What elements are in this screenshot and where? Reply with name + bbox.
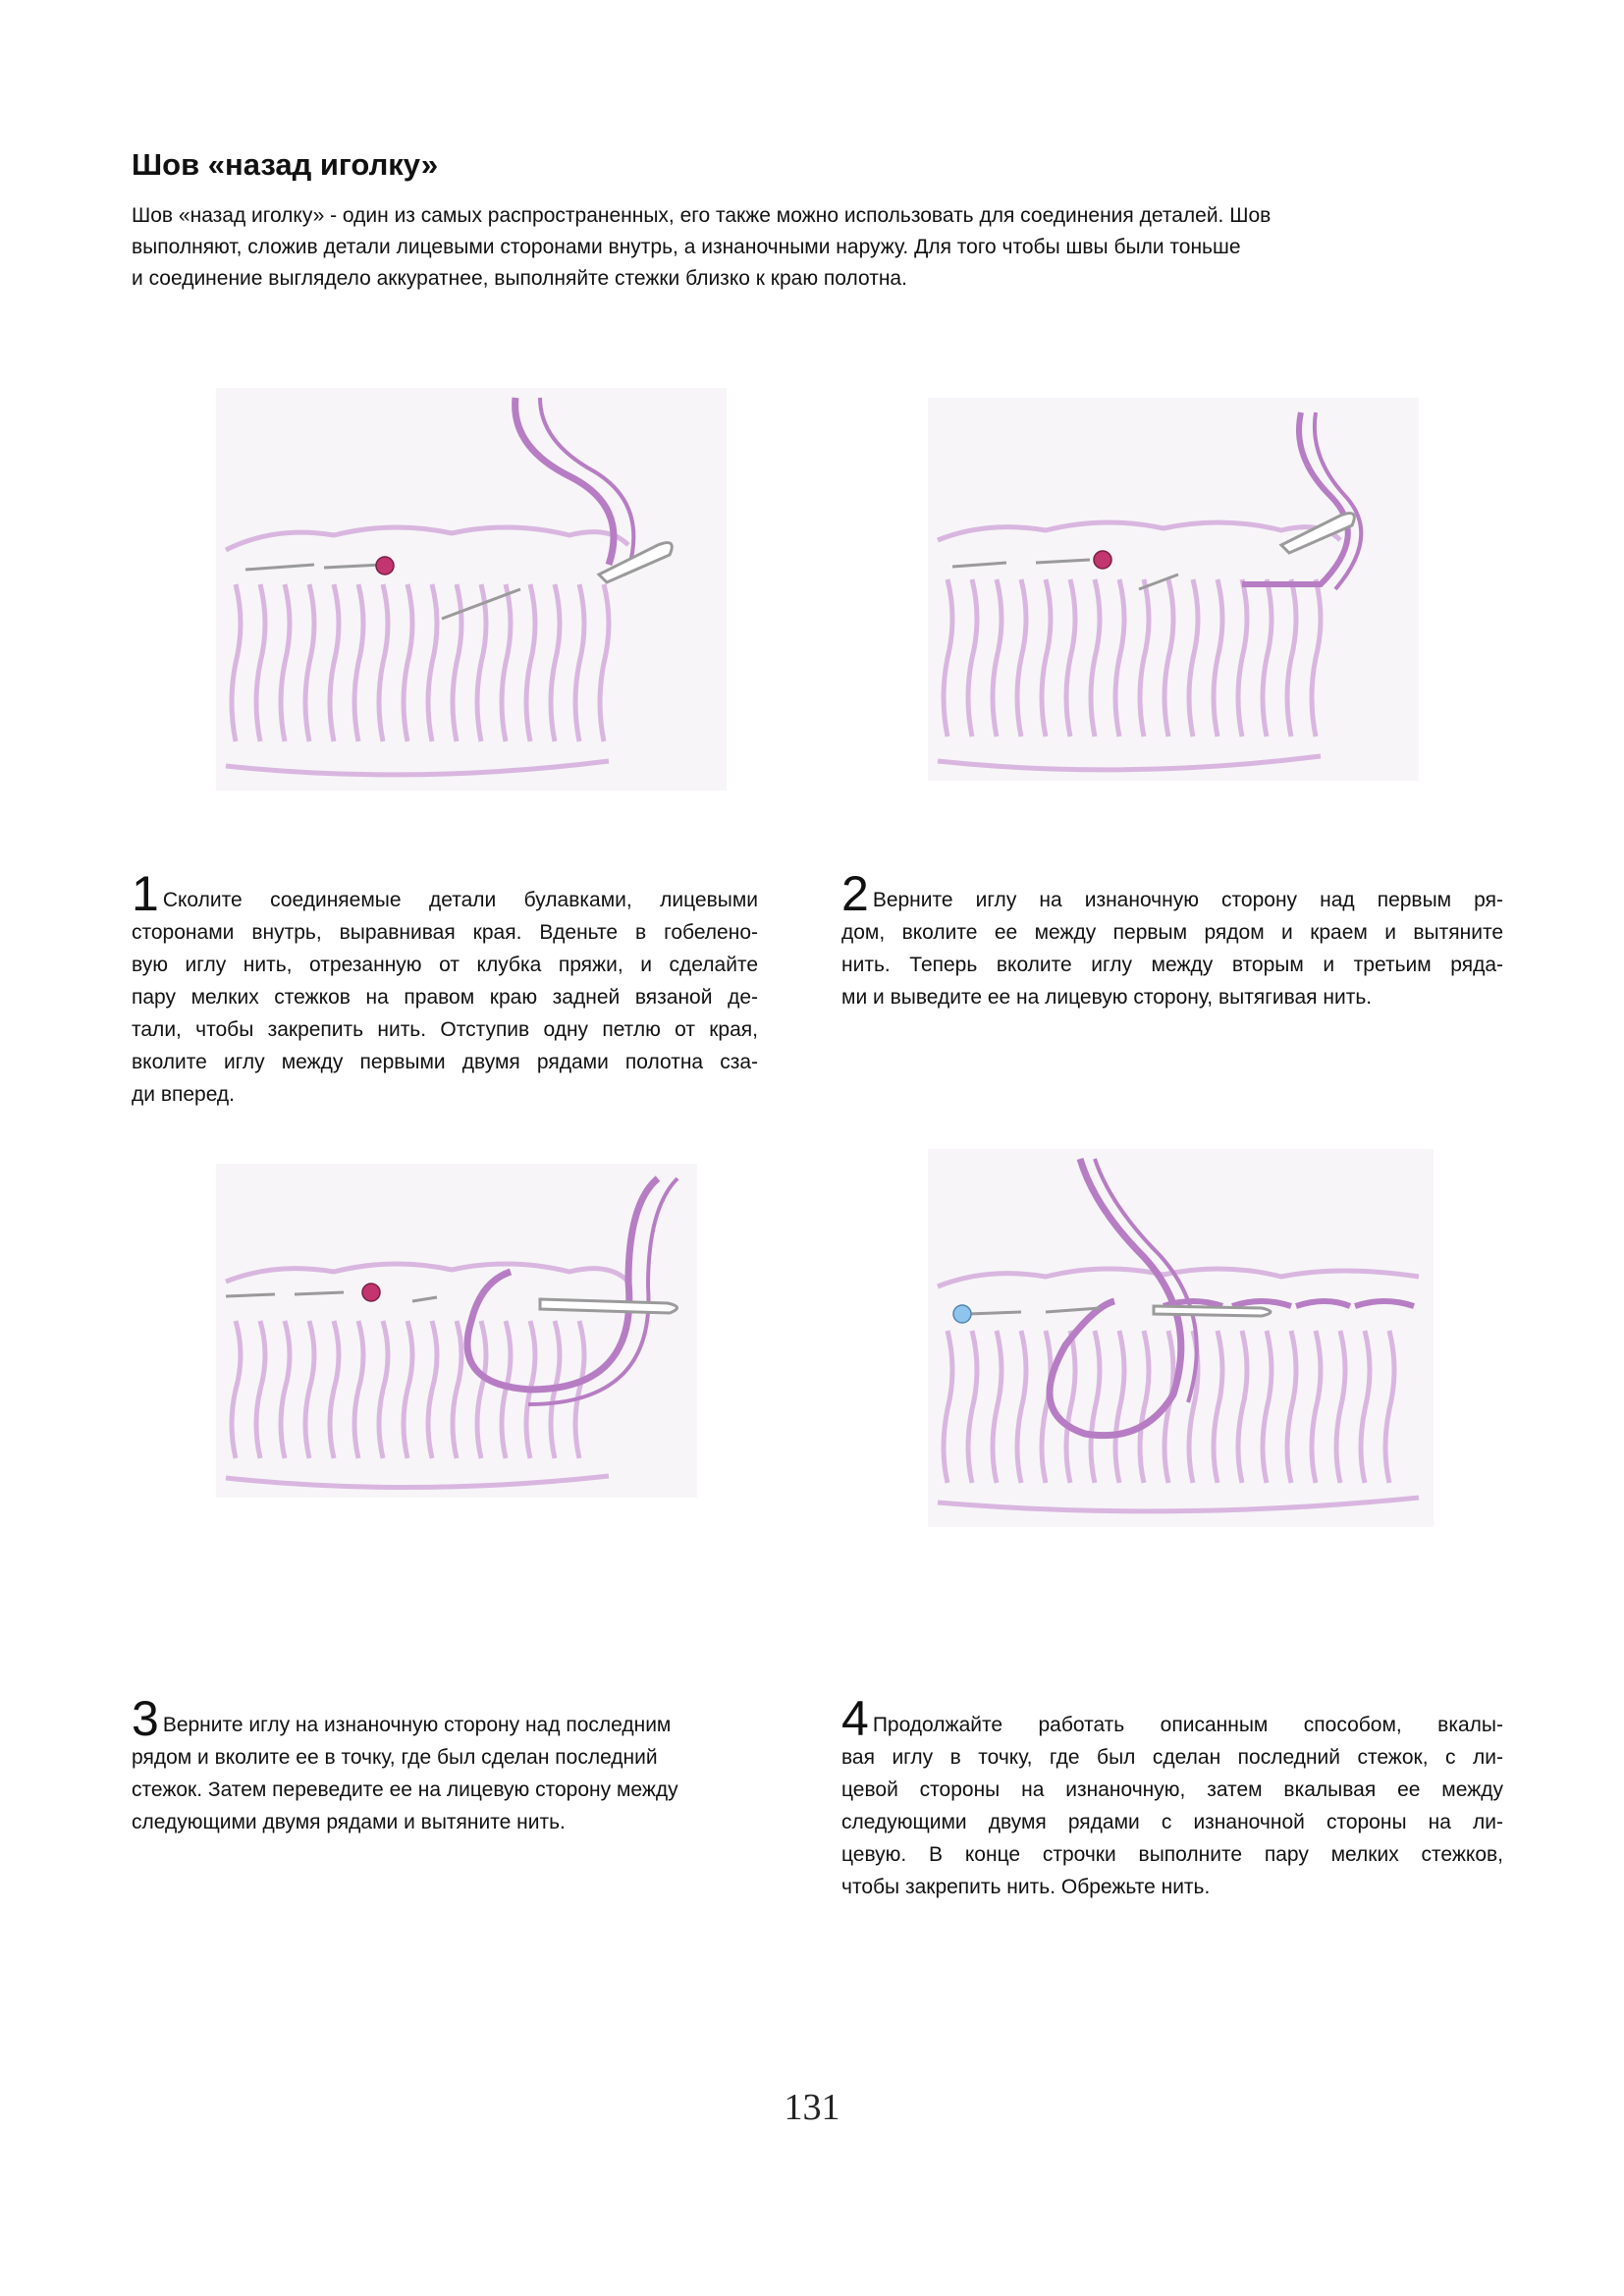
step-line: дом, вколите ее между первым рядом и краем и вытяните	[841, 921, 1503, 944]
step-line: ди вперед.	[132, 1083, 236, 1106]
step-2-text	[841, 866, 1503, 1013]
page-title: Шов «назад иголку»	[132, 147, 439, 182]
step-line: цевой стороны на изнаночную, затем вкалывая ее между	[841, 1778, 1503, 1801]
intro-line: Шов «назад иголку» - один из самых распространенных, его также можно использовать для соединения деталей. Шов	[132, 204, 1272, 227]
step-line: пару мелких стежков на правом краю задней вязаной де-	[132, 986, 758, 1009]
illustration-step-3	[216, 1164, 697, 1498]
step-line: Верните иглу на изнаночную сторону над первым ря-	[872, 889, 1503, 911]
step-line: ми и выведите ее на лицевую сторону, вытягивая нить.	[841, 986, 1373, 1009]
step-4-text	[841, 1691, 1503, 1903]
step-number: 4	[841, 1691, 869, 1746]
step-line: чтобы закрепить нить. Обрежьте нить.	[841, 1876, 1211, 1898]
step-line: сторонами внутрь, выравнивая края. Вденьте в гобелено-	[132, 921, 758, 944]
illustration-step-2	[928, 398, 1419, 781]
step-line: Сколите соединяемые детали булавками, лицевыми	[162, 889, 758, 911]
step-line: вую иглу нить, отрезанную от клубка пряжи, и сделайте	[132, 954, 758, 976]
step-line: рядом и вколите ее в точку, где был сделан последний	[132, 1746, 658, 1769]
step-line: вая иглу в точку, где был сделан последний стежок, с ли-	[841, 1746, 1503, 1769]
illustration-step-1	[216, 388, 727, 791]
step-line: Верните иглу на изнаночную сторону над последним	[162, 1714, 672, 1736]
step-1-text	[132, 866, 758, 1111]
intro-line: выполняют, сложив детали лицевыми сторонами внутрь, а изнаночными наружу. Для того чтобы швы были тоньше	[132, 236, 1241, 258]
intro-line: и соединение выглядело аккуратнее, выполняйте стежки близко к краю полотна.	[132, 267, 907, 290]
intro-paragraph	[132, 200, 1506, 295]
step-line: тали, чтобы закрепить нить. Отступив одну петлю от края,	[132, 1018, 758, 1041]
page-number: 131	[784, 2087, 840, 2128]
step-line: Продолжайте работать описанным способом, вкалы-	[872, 1714, 1503, 1736]
step-line: следующими двумя рядами и вытяните нить.	[132, 1811, 566, 1833]
step-number: 1	[132, 866, 159, 921]
step-3-text	[132, 1691, 780, 1838]
step-line: вколите иглу между первыми двумя рядами полотна сза-	[132, 1051, 758, 1073]
step-number: 2	[841, 866, 869, 921]
step-line: следующими двумя рядами с изнаночной стороны на ли-	[841, 1811, 1503, 1833]
step-line: стежок. Затем переведите ее на лицевую сторону между	[132, 1778, 678, 1801]
step-line: цевую. В конце строчки выполните пару мелких стежков,	[841, 1843, 1503, 1866]
step-number: 3	[132, 1691, 159, 1746]
step-line: нить. Теперь вколите иглу между вторым и третьим ряда-	[841, 954, 1503, 976]
illustration-step-4	[928, 1149, 1434, 1527]
